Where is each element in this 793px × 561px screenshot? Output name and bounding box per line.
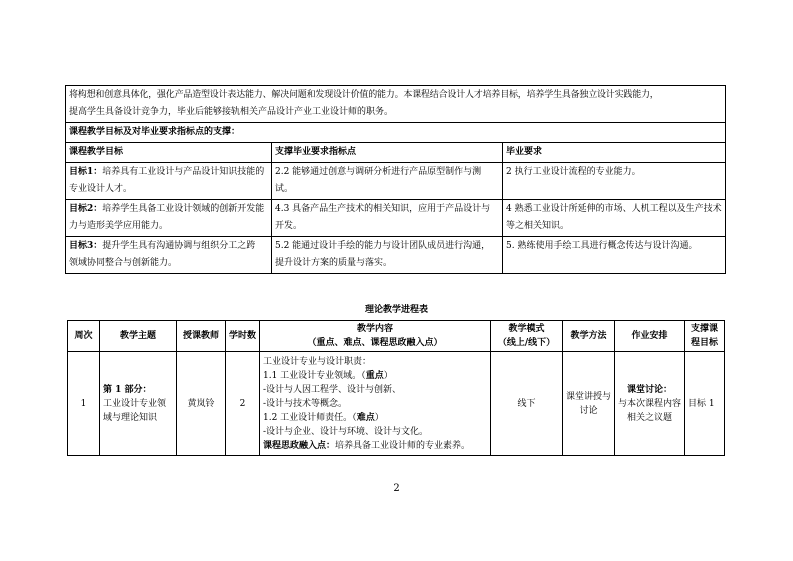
header-week: 周次 [68, 321, 100, 352]
content-line: -设计与技术等概念。 [263, 398, 348, 409]
content-line [263, 411, 487, 425]
content-line: 工业设计专业与设计职责： [263, 356, 372, 367]
objective-requirement: 4 熟悉工业设计所延伸的市场、人机工程以及生产技术等之相关知识。 [503, 200, 726, 237]
row-theme-text: 工业设计专业领域与理论知识 [103, 398, 167, 423]
content-line [263, 439, 487, 453]
schedule-header-row [68, 321, 725, 352]
row-teacher: 黄岚铃 [177, 352, 226, 456]
objective-requirement: 2 执行工业设计流程的专业能力。 [503, 163, 726, 200]
objective-row [66, 200, 726, 237]
row-method: 课堂讲授与讨论 [563, 352, 615, 456]
content-text: ） [383, 370, 393, 381]
header-target [685, 321, 725, 352]
row-content [260, 352, 491, 456]
header-theme: 教学主题 [100, 321, 177, 352]
header-target-l1: 支撑课 [690, 324, 718, 334]
intro-line-2: 提高学生具备设计竞争力，毕业后能够接轨相关产品设计产业工业设计师的职务。 [69, 107, 394, 117]
assignment-text: 与本次课程内容相关之议题 [618, 398, 682, 423]
course-objectives-table [65, 85, 726, 274]
content-line: -设计与企业、设计与环境、设计与文化。 [263, 426, 429, 437]
content-line: -设计与人因工程学、设计与创新、 [263, 384, 402, 395]
objective-indicator: 4.3 具备产品生产技术的相关知识，应用于产品设计与开发。 [272, 200, 503, 237]
col-header-objective: 课程教学目标 [66, 143, 272, 163]
header-mode [491, 321, 563, 352]
objective-row [66, 237, 726, 274]
header-assignment: 作业安排 [615, 321, 685, 352]
row-week: 1 [68, 352, 100, 456]
header-target-l2: 程目标 [690, 338, 718, 348]
schedule-title: 理论教学进程表 [364, 305, 428, 315]
header-method: 教学方法 [563, 321, 615, 352]
objective-label: 目标3： [69, 241, 103, 251]
objective-requirement: 5. 熟练使用手绘工具进行概念传达与设计沟通。 [503, 237, 726, 274]
content-text: 1.2 工业设计师责任。（ [263, 412, 357, 423]
header-teacher: 授课教师 [177, 321, 226, 352]
objective-label: 目标2： [69, 204, 103, 214]
objective-goal-text-2: 领域协同整合与创新能力。 [69, 258, 178, 268]
schedule-row [68, 352, 725, 456]
col-header-requirement: 毕业要求 [503, 143, 726, 163]
header-content-sub: （重点、难点、课程思政融入点） [307, 338, 443, 348]
schedule-table [67, 320, 725, 456]
row-target: 目标 1 [685, 352, 725, 456]
header-mode-sub: （线上/线下） [497, 338, 556, 348]
objective-indicator: 2.2 能够通过创意与调研分析进行产品原型制作与测试。 [272, 163, 503, 200]
objective-goal-text: 提升学生具有沟通协调与组织分工之跨 [102, 241, 256, 251]
row-assignment [615, 352, 685, 456]
intro-line-1: 将构想和创意具体化，强化产品造型设计表达能力、解决问题和发现设计价值的能力。本课程结合设计人才培养目标，培养学生具备独立设计实践能力， [69, 90, 659, 100]
row-hours: 2 [226, 352, 260, 456]
header-row [66, 143, 726, 163]
page-number: 2 [393, 483, 400, 494]
header-mode-title: 教学模式 [508, 324, 545, 334]
support-title: 课程教学目标及对毕业要求指标点的支撑： [66, 123, 726, 143]
support-title-row [66, 123, 726, 143]
content-key-point: 重点 [365, 370, 384, 381]
content-text: ） [374, 412, 384, 423]
intro-row [66, 86, 726, 123]
header-hours: 学时数 [226, 321, 260, 352]
row-theme-part: 第 1 部分： [103, 384, 152, 395]
header-content [260, 321, 491, 352]
objective-row [66, 163, 726, 200]
content-difficulty: 难点 [356, 412, 375, 423]
row-theme [100, 352, 177, 456]
objective-goal-text: 培养学生具备工业设计领域的创新开发能力与造形美学应用能力。 [69, 204, 265, 231]
content-text: 1.1 工业设计专业领域。（ [263, 370, 366, 381]
objective-goal [66, 237, 272, 274]
content-line [263, 369, 487, 383]
col-header-indicator: 支撑毕业要求指标点 [272, 143, 503, 163]
objective-goal [66, 200, 272, 237]
assignment-label: 课堂讨论： [626, 384, 672, 395]
header-content-title: 教学内容 [356, 324, 393, 334]
content-text: 培养具备工业设计师的专业素养。 [335, 440, 471, 451]
intro-cell [66, 86, 726, 123]
objective-indicator: 5.2 能通过设计手绘的能力与设计团队成员进行沟通，提升设计方案的质量与落实。 [272, 237, 503, 274]
objective-label: 目标1： [69, 167, 103, 177]
objective-goal-text: 培养具有工业设计与产品设计知识技能的专业设计人才。 [69, 167, 265, 194]
row-mode: 线下 [491, 352, 563, 456]
objective-goal [66, 163, 272, 200]
content-ideology-label: 课程思政融入点： [263, 440, 336, 451]
